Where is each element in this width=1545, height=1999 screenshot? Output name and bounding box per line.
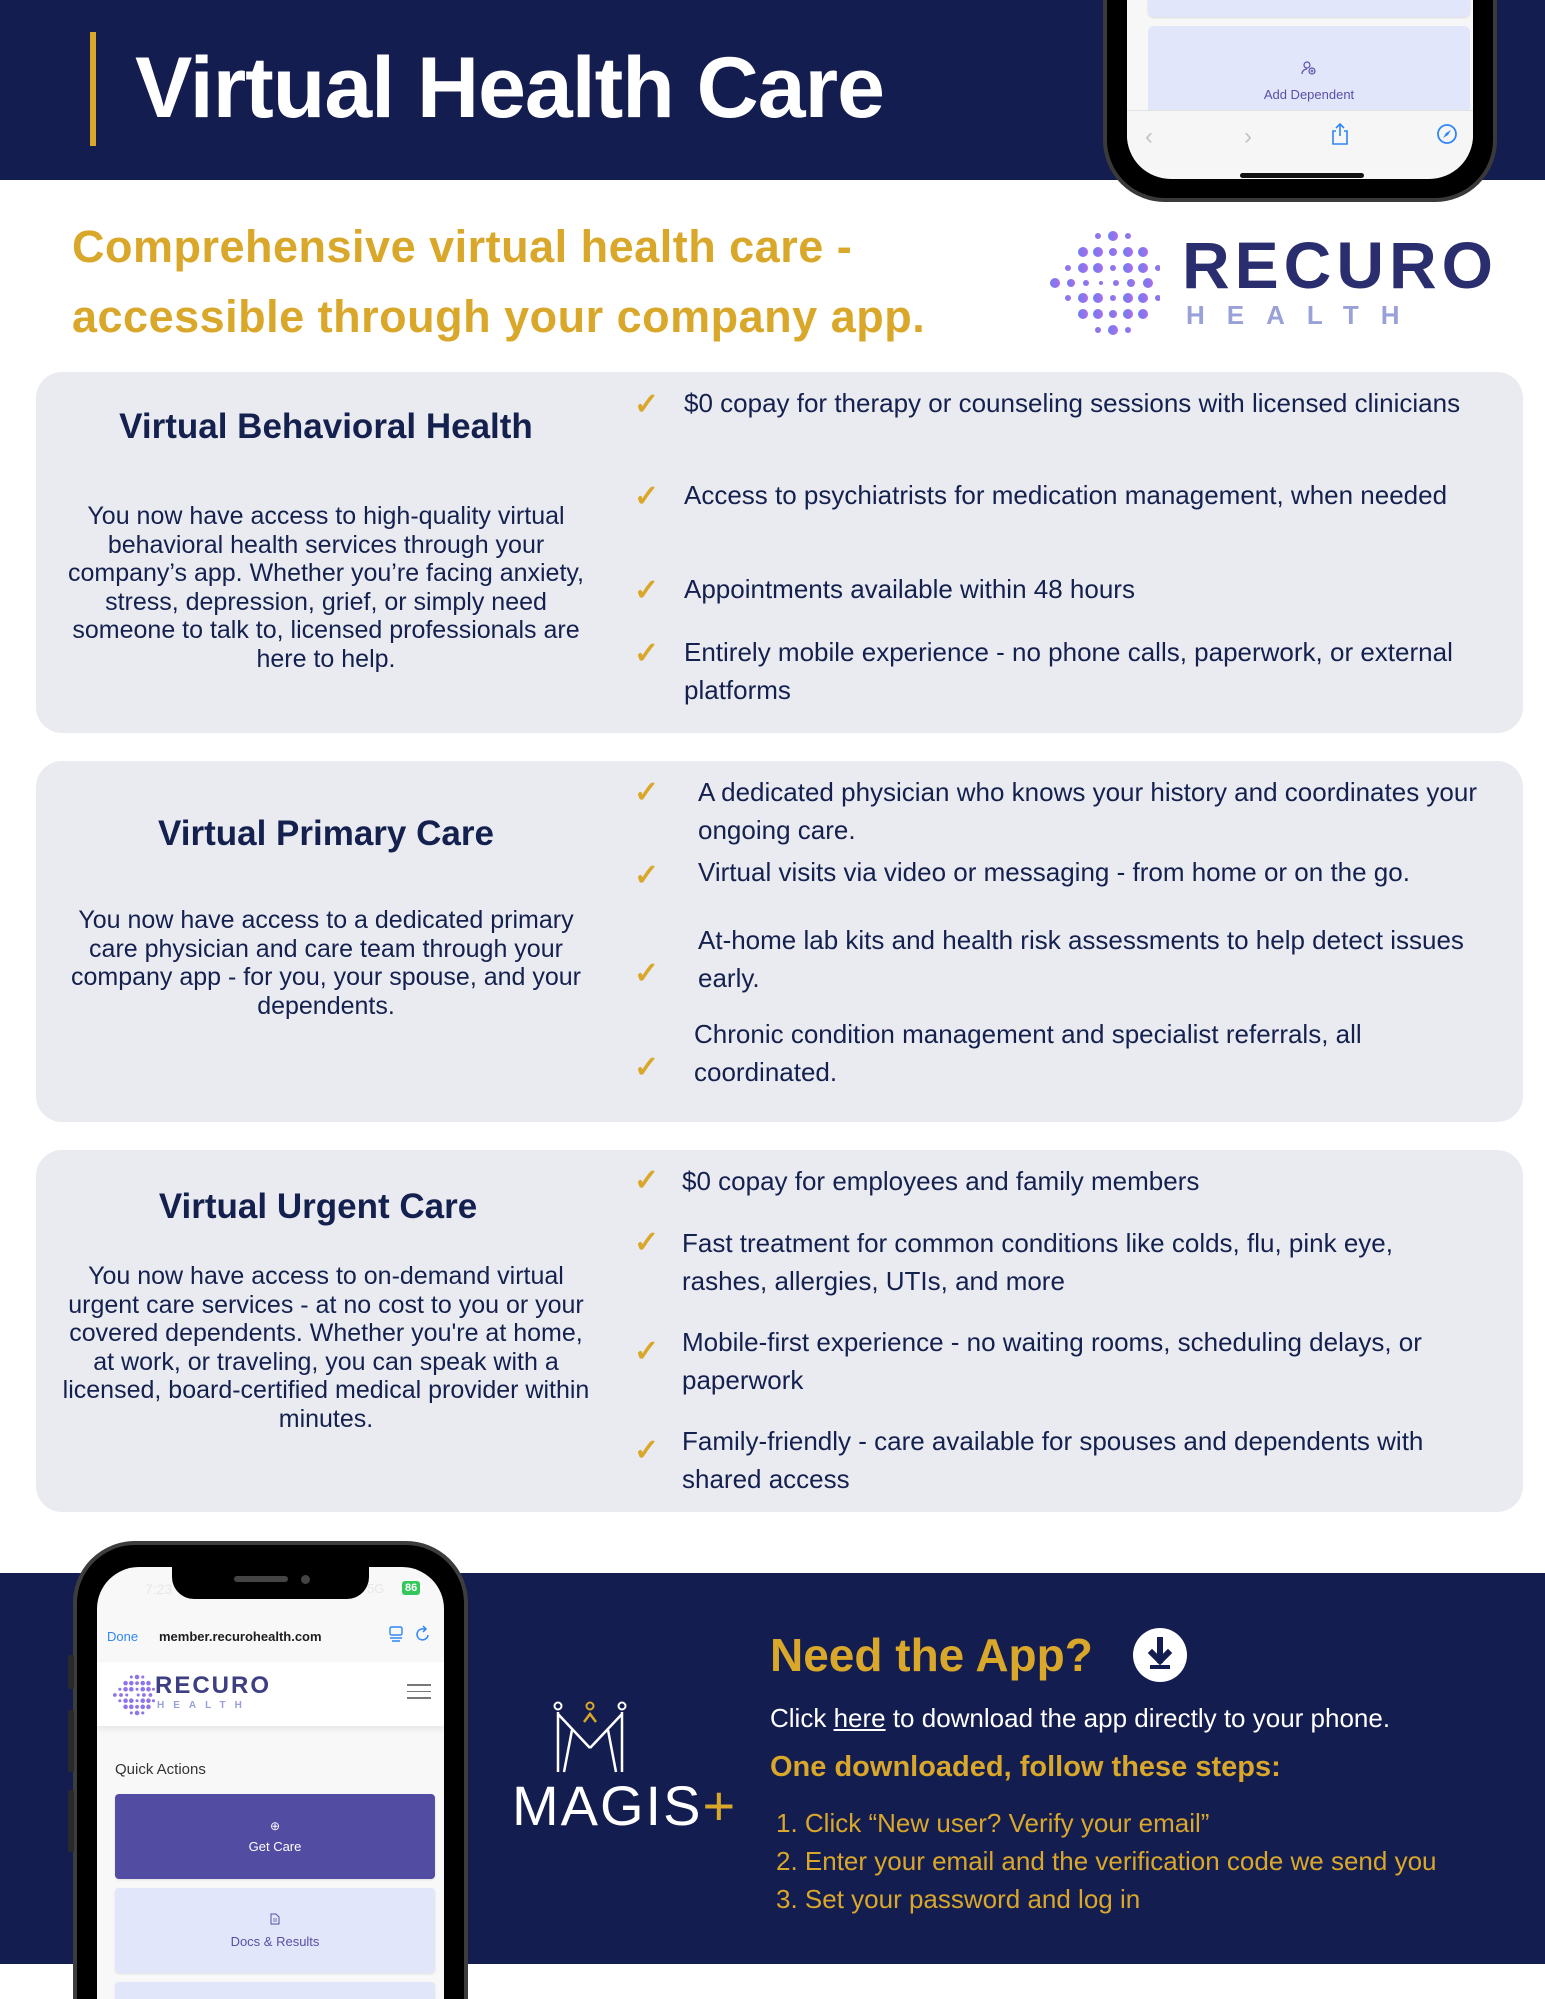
- forward-icon[interactable]: ›: [1244, 123, 1252, 150]
- app-header: [97, 1662, 444, 1726]
- status-signal: 5G: [367, 1581, 385, 1596]
- download-instructions: Click here to download the app directly to your phone.: [770, 1703, 1391, 1733]
- home-indicator: [1240, 173, 1364, 178]
- get-care-button[interactable]: [115, 1794, 435, 1879]
- need-app-heading: Need the App?: [770, 1629, 1093, 1681]
- crown-m-icon: [550, 1700, 630, 1775]
- quick-action-card[interactable]: [115, 1982, 435, 1999]
- hamburger-menu-icon[interactable]: [407, 1684, 431, 1704]
- primary-care-card: Virtual Primary Care You now have access to a dedicated primary care physician and care team through your company app - for you, your spouse, and your dependents. ✓ A dedicated physician who knows your history and coordinates your ongoing care. ✓ Virtual visits via video or messaging - from home or on the go. ✓ At-home lab kits and health risk assessments to help detect issues early. ✓ Chronic condition management and specialist referrals, all coordinated.: [36, 761, 1523, 1122]
- card-description: You now have access to high-quality virtual behavioral health services through your company’s app. Whether you’re facing anxiety, stress, depression, grief, or simply need someone to talk to, licensed professionals are here to help.: [67, 502, 584, 673]
- urgent-care-card: Virtual Urgent Care You now have access to on-demand virtual urgent care services - at no cost to you or your covered dependents. Whether you're at home, at work, or traveling, you can speak with a licensed, board-certified medical provider within minutes. ✓ $0 copay for employees and family members ✓ Fast treatment for common conditions like colds, flu, pink eye, rashes, allergies, UTIs, and more ✓ Mobile-first experience - no waiting rooms, scheduling delays, or paperwork ✓ Family-friendly - care available for spouses and dependents with shared access: [36, 1150, 1523, 1512]
- phone-side-button: [68, 1655, 74, 1689]
- check-icon: ✓: [634, 1226, 660, 1259]
- phone-side-button: [68, 1710, 74, 1772]
- phone-mockup-top: [1103, 0, 1497, 202]
- behavioral-health-card: Virtual Behavioral Health You now have access to high-quality virtual behavioral health services through your company’s app. Whether you’re facing anxiety, stress, depression, grief, or simply need someone to talk to, licensed professionals are here to help. ✓ $0 copay for therapy or counseling sessions with licensed clinicians ✓ Access to psychiatrists for medication management, when needed ✓ Appointments available within 48 hours ✓ Entirely mobile experience - no phone calls, paperwork, or external platforms: [36, 372, 1523, 733]
- check-icon: ✓: [634, 637, 660, 670]
- front-camera: [301, 1575, 310, 1584]
- docs-results-button[interactable]: [115, 1888, 435, 1973]
- check-icon: ✓: [634, 388, 660, 421]
- magis-plus-logo: [510, 1700, 740, 1837]
- card-title: Virtual Primary Care: [158, 814, 494, 853]
- check-icon: ✓: [634, 957, 660, 990]
- card-title: Virtual Behavioral Health: [119, 407, 533, 446]
- url-text[interactable]: member.recurohealth.com: [159, 1629, 322, 1644]
- recuro-health-sub: HEALTH: [1186, 300, 1422, 330]
- share-icon[interactable]: [1331, 123, 1349, 153]
- quick-action-card[interactable]: [1148, 0, 1470, 17]
- quick-actions-heading: Quick Actions: [115, 1761, 206, 1778]
- card-summary: [36, 1150, 616, 1512]
- get-care-label: Get Care: [248, 1839, 302, 1854]
- check-icon: ✓: [634, 1335, 660, 1368]
- compass-icon[interactable]: [1436, 123, 1458, 153]
- check-icon: ✓: [634, 859, 660, 892]
- check-icon: ✓: [634, 1051, 660, 1084]
- status-time: 7:23: [145, 1581, 173, 1597]
- subtitle: [72, 212, 1032, 352]
- card-description: You now have access to a dedicated primary care physician and care team through your company app - for you, your spouse, and your dependents.: [70, 906, 581, 1020]
- phone-side-button: [68, 1790, 74, 1852]
- app-logo-word: RECURO: [155, 1672, 272, 1699]
- recuro-dots-icon: [1050, 228, 1160, 338]
- check-icon: ✓: [634, 776, 660, 809]
- steps-list: [776, 1804, 1437, 1918]
- reload-icon[interactable]: [415, 1625, 431, 1648]
- header-accent-bar: [90, 32, 96, 146]
- subtitle-line-2: accessible through your company app.: [72, 291, 926, 342]
- phone-screen: [1127, 0, 1473, 179]
- docs-results-label: Docs & Results: [230, 1933, 320, 1949]
- subtitle-line-1: Comprehensive virtual health care -: [72, 221, 853, 272]
- add-dependent-card[interactable]: [1148, 26, 1470, 121]
- check-icon: ✓: [634, 1434, 660, 1467]
- check-icon: ✓: [634, 574, 660, 607]
- download-link[interactable]: here: [833, 1703, 886, 1733]
- phone-notch: [172, 1567, 369, 1599]
- check-icon: ✓: [634, 480, 660, 513]
- card-summary: [36, 761, 616, 1122]
- recuro-dots-icon: [113, 1674, 155, 1716]
- card-description: You now have access to on-demand virtual urgent care services - at no cost to you or your covered dependents. Whether you're at home, at work, or traveling, you can speak with a licensed, board-certified medical provider within minutes.: [62, 1262, 590, 1433]
- card-title: Virtual Urgent Care: [158, 1187, 478, 1226]
- step-item: 1. Click “New user? Verify your email”: [776, 1808, 1210, 1838]
- recuro-wordmark: RECURO: [1182, 228, 1499, 302]
- step-item: 3. Set your password and log in: [776, 1884, 1141, 1914]
- phone-screen: [97, 1567, 444, 1999]
- browser-toolbar: [1127, 110, 1473, 170]
- done-button[interactable]: Done: [107, 1629, 139, 1644]
- document-icon: [270, 1913, 280, 1928]
- check-icon: ✓: [634, 1164, 660, 1197]
- plus-circle-icon: ⊕: [269, 1819, 281, 1833]
- phone-mockup-bottom: [73, 1541, 468, 1999]
- add-person-icon: [1301, 60, 1317, 79]
- card-summary: [36, 372, 616, 733]
- steps-heading: One downloaded, follow these steps:: [770, 1751, 1281, 1783]
- download-icon[interactable]: [1133, 1628, 1187, 1682]
- step-item: 2. Enter your email and the verification code we send you: [776, 1846, 1437, 1876]
- page-title: Virtual Health Care: [135, 40, 884, 136]
- reader-icon[interactable]: [389, 1626, 403, 1646]
- app-logo-sub: HEALTH: [157, 1700, 251, 1711]
- add-dependent-label: Add Dependent: [1263, 86, 1355, 102]
- browser-url-bar: [97, 1621, 444, 1657]
- back-icon[interactable]: ‹: [1145, 123, 1153, 150]
- recuro-health-logo: [1050, 228, 1499, 338]
- speaker-grille: [234, 1576, 288, 1582]
- battery-badge: 86: [402, 1581, 420, 1595]
- magis-wordmark: MAGIS+: [512, 1774, 738, 1837]
